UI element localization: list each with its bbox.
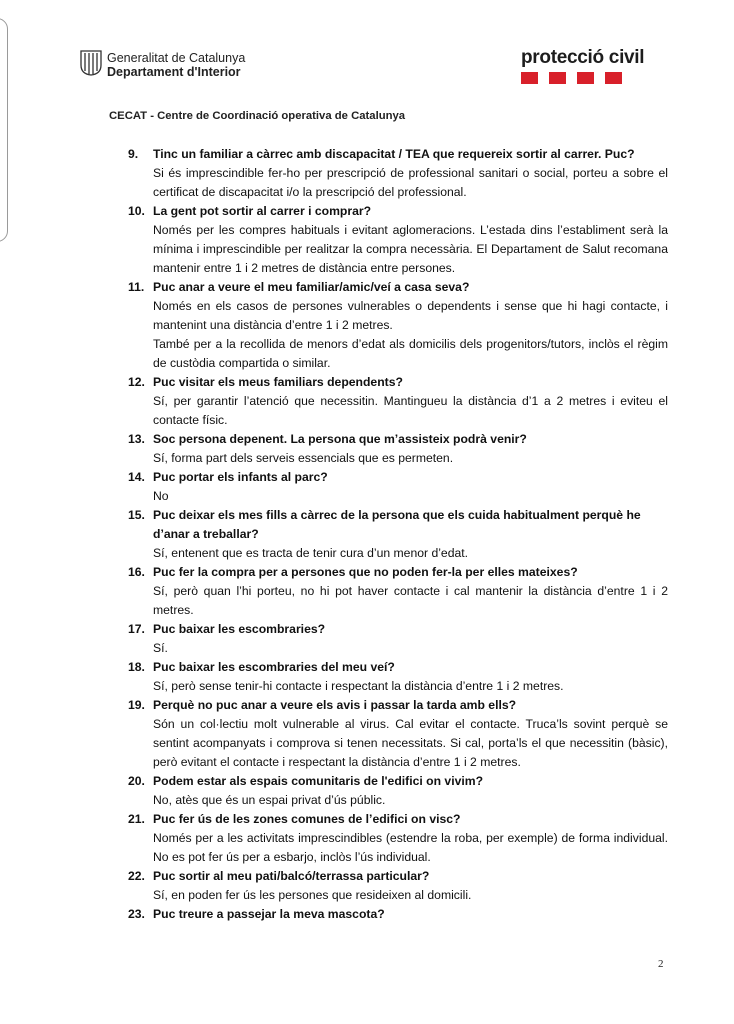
question-text: Puc treure a passejar la meva mascota? [153,907,385,921]
faq-question [128,696,668,715]
faq-question [128,202,668,221]
faq-question [128,506,668,544]
proteccio-civil-squares [521,72,644,84]
question-text: Puc deixar els mes fills a càrrec de la persona que els cuida habitualment perquè he d’anar a treballar? [153,508,641,541]
question-text: Podem estar als espais comunitaris de l'edifici on vivim? [153,774,484,788]
red-square-icon [549,72,566,84]
faq-question [128,145,668,164]
faq-answer: Són un col·lectiu molt vulnerable al virus. Cal evitar el contacte. Truca’ls sovint perquè se sentint acompanyats i comprova si tenen necessitats. Si cal, porta’ls el que necessitin (bàsic), però evitant el contacte i respectant la distància d’entre 1 i 2 metres. [153,717,668,769]
faq-question [128,468,668,487]
faq-answer: Sí, entenent que es tracta de tenir cura d’un menor d’edat. [153,546,469,560]
question-text: Puc visitar els meus familiars dependents? [153,375,403,389]
faq-answer: Només per a les activitats imprescindibles (estendre la roba, per exemple) de forma individual. No es pot fer ús per a esbarjo, inclòs l’ús individual. [153,831,668,864]
faq-answer: No [153,489,169,503]
question-text: Perquè no puc anar a veure els avis i passar la tarda amb ells? [153,698,517,712]
page-number: 2 [658,958,664,970]
question-number: 23. [128,907,145,921]
faq-question [128,810,668,829]
faq-answer: També per a la recollida de menors d’edat als domicilis dels progenitors/tutors, inclòs el règim de custòdia compartida o similar. [153,337,668,370]
question-number: 11. [128,280,145,294]
red-square-icon [577,72,594,84]
organization-title: CECAT - Centre de Coordinació operativa de Catalunya [109,110,406,122]
faq-list [128,145,668,924]
department-name: Departament d'Interior [107,65,241,79]
question-number: 17. [128,622,145,636]
faq-answer: Sí. [153,641,168,655]
question-text: Puc anar a veure el meu familiar/amic/veí a casa seva? [153,280,470,294]
question-text: Puc baixar les escombraries del meu veí? [153,660,395,674]
question-text: Puc baixar les escombraries? [153,622,326,636]
faq-answer: Si és imprescindible fer-ho per prescripció de professional sanitari o social, porteu a sobre el certificat de discapacitat i/o la prescripció del professional. [153,166,668,199]
faq-question [128,563,668,582]
question-number: 20. [128,774,145,788]
faq-answer: Sí, en poden fer ús les persones que resideixen al domicili. [153,888,472,902]
question-number: 9. [128,147,139,161]
question-text: La gent pot sortir al carrer i comprar? [153,204,372,218]
question-text: Tinc un familiar a càrrec amb discapacitat / TEA que requereix sortir al carrer. Puc? [153,147,635,161]
question-number: 14. [128,470,145,484]
faq-answer: Només per les compres habituals i evitant aglomeracions. L’estada dins l’establiment serà la mínima i imprescindible per realitzar la compra necessària. El Departament de Salut recomana mantenir entre 1 i 2 metres de distància entre persones. [153,223,668,275]
faq-question [128,373,668,392]
faq-answer: Sí, per garantir l’atenció que necessitin. Mantingueu la distància d’1 a 2 metres i eviteu el contacte físic. [153,394,668,427]
question-number: 15. [128,508,145,522]
faq-answer: Només en els casos de persones vulnerables o dependents i sense que hi hagi contacte, i mantenint una distància d’entre 1 i 2 metres. [153,299,668,332]
faq-question [128,658,668,677]
page-header [0,0,734,100]
question-number: 19. [128,698,145,712]
question-number: 13. [128,432,145,446]
faq-question [128,867,668,886]
question-number: 10. [128,204,145,218]
question-text: Puc portar els infants al parc? [153,470,328,484]
question-text: Puc sortir al meu pati/balcó/terrassa particular? [153,869,430,883]
question-text: Soc persona depenent. La persona que m’assisteix podrà venir? [153,432,527,446]
faq-question [128,620,668,639]
generalitat-name: Generalitat de Catalunya [107,51,246,65]
faq-question [128,278,668,297]
question-number: 16. [128,565,145,579]
question-number: 22. [128,869,145,883]
red-square-icon [521,72,538,84]
faq-question [128,772,668,791]
question-text: Puc fer la compra per a persones que no poden fer-la per elles mateixes? [153,565,578,579]
catalan-emblem-icon [80,50,102,76]
faq-answer: Sí, forma part dels serveis essencials que es permeten. [153,451,454,465]
faq-answer: Sí, però quan l’hi porteu, no hi pot haver contacte i cal mantenir la distància d’entre 1 i 2 metres. [153,584,668,617]
question-number: 18. [128,660,145,674]
red-square-icon [605,72,622,84]
question-number: 12. [128,375,145,389]
faq-question [128,905,668,924]
faq-question [128,430,668,449]
question-number: 21. [128,812,145,826]
proteccio-civil-text: protecció civil [521,47,645,68]
faq-answer: Sí, però sense tenir-hi contacte i respectant la distància d’entre 1 i 2 metres. [153,679,564,693]
faq-answer: No, atès que és un espai privat d’ús públic. [153,793,386,807]
question-text: Puc fer ús de les zones comunes de l’edifici on visc? [153,812,461,826]
proteccio-civil-logo [521,47,644,84]
